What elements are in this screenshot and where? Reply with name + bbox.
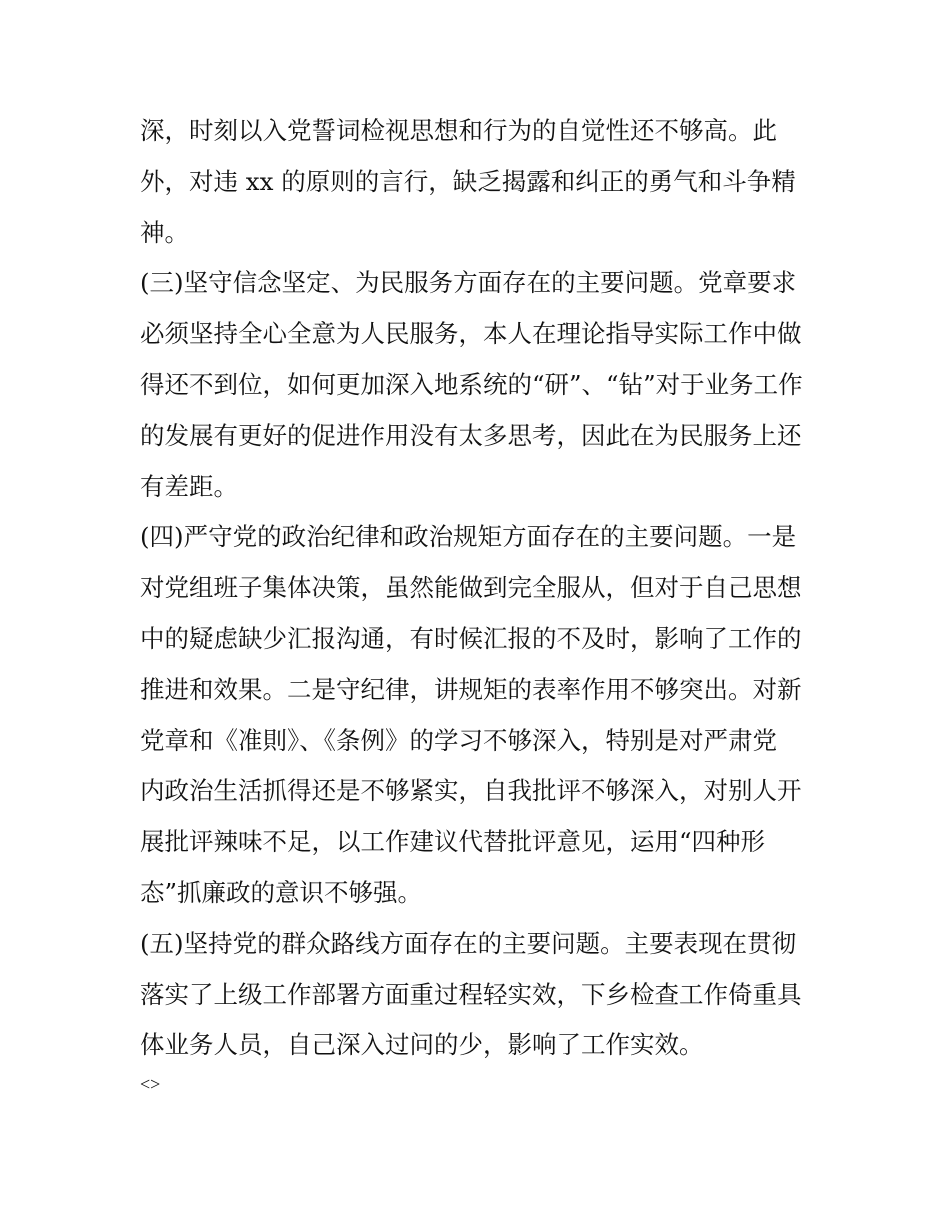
trailing-mark: <> xyxy=(140,1074,161,1094)
document-body xyxy=(140,106,820,1071)
section-3-heading-line: (三)坚守信念坚定、为民服务方面存在的主要问题。党章要求 xyxy=(140,268,797,298)
text-line: 体业务人员，自己深入过问的少，影响了工作实效。 xyxy=(140,1030,704,1060)
section-4-heading-line: (四)严守党的政治纪律和政治规矩方面存在的主要问题。一是 xyxy=(140,522,797,552)
text-line: 态”抓廉政的意识不够强。 xyxy=(140,877,423,907)
text-line: 内政治生活抓得还是不够紧实，自我批评不够深入，对别人开 xyxy=(140,776,802,806)
text-line: 必须坚持全心全意为人民服务，本人在理论指导实际工作中做 xyxy=(140,319,802,349)
section-5-heading-line: (五)坚持党的群众路线方面存在的主要问题。主要表现在贯彻 xyxy=(140,928,797,958)
text-line: 展批评辣味不足，以工作建议代替批评意见，运用“四种形 xyxy=(140,827,766,857)
text-line: 落实了上级工作部署方面重过程轻实效，下乡检查工作倚重具 xyxy=(140,979,802,1009)
text-line: 神。 xyxy=(140,217,189,247)
text-line: 党章和《准則》、《条例》的学习不够深入，特别是对严肃党 xyxy=(140,725,777,755)
text-line: 对党组班子集体决策，虽然能做到完全服从，但对于自己思想 xyxy=(140,573,802,603)
text-line: 推进和效果。二是守纪律，讲规矩的表率作用不够突出。对新 xyxy=(140,674,802,704)
text-line: 中的疑虑缺少汇报沟通，有时候汇报的不及时，影响了工作的 xyxy=(140,623,802,653)
text-line: 的发展有更好的促进作用没有太多思考，因此在为民服务上还 xyxy=(140,420,802,450)
text-line: 外，对违 xx 的原则的言行，缺乏揭露和纠正的勇气和斗争精 xyxy=(140,166,796,196)
text-line: 得还不到位，如何更加深入地系统的“研”、“钻”对于业务工作 xyxy=(140,369,803,399)
text-line: 有差距。 xyxy=(140,471,238,501)
text-line: 深，时刻以入党誓词检视思想和行为的自觉性还不够高。此 xyxy=(140,116,777,145)
